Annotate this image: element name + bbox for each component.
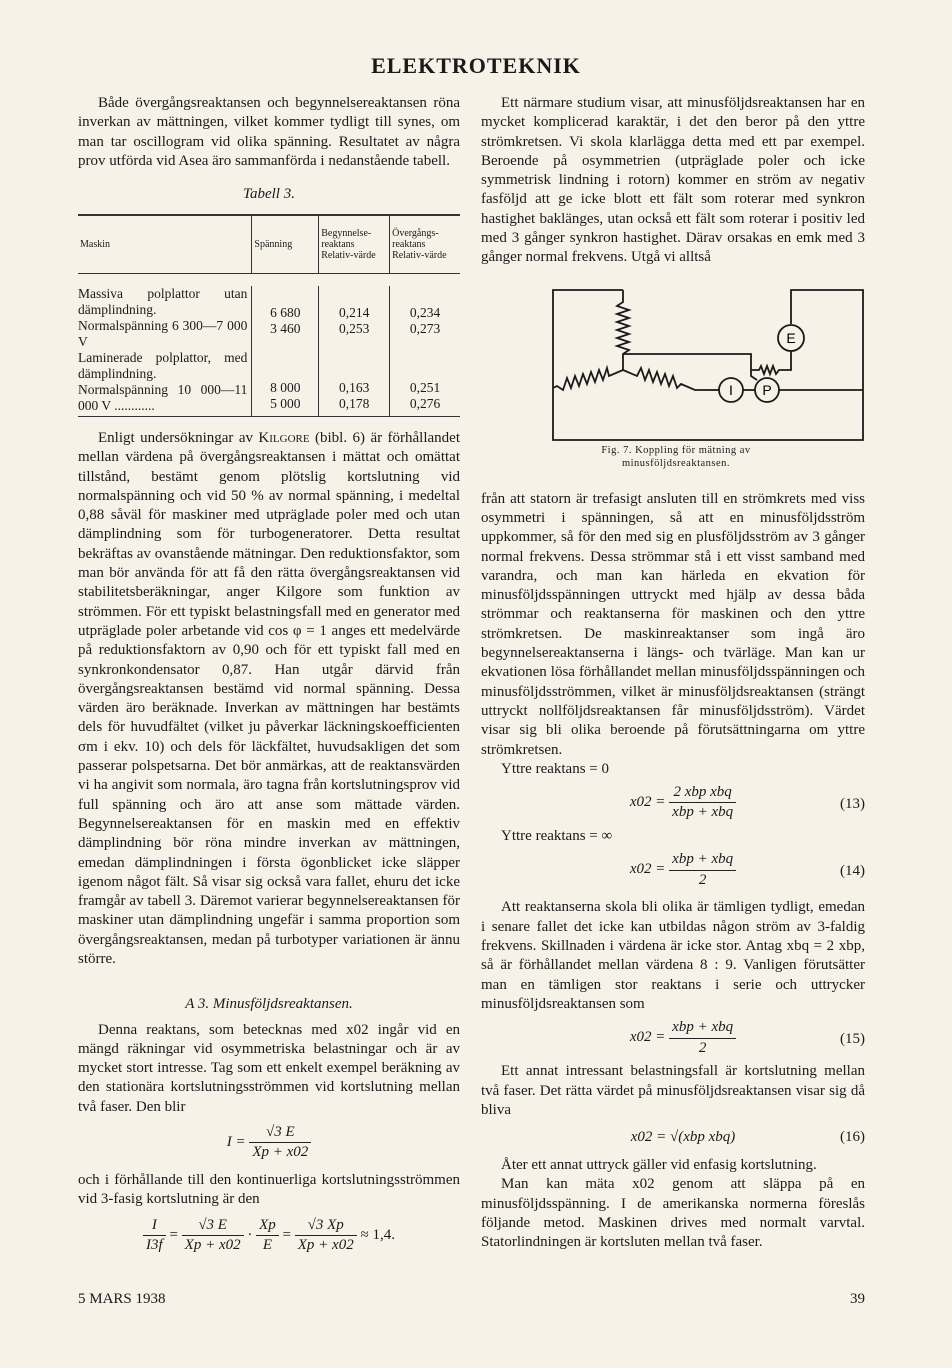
author-name: Kilgore xyxy=(258,429,310,446)
left-paragraph-1: Både övergångsreaktansen och begynnelsereaktansen röna inverkan av mättningen, vilket kommer tydligt till synes, om man tar oscillogram vid olika spänning. Resultatet av några prov utförda vid Asea äro sammanförda i nedanstående tabell. xyxy=(78,95,460,169)
table-3 xyxy=(78,214,460,417)
table-value: 0,163 xyxy=(338,379,370,395)
equation-ratio: $\frac{I}{I3f}$ = $\frac{√3 E}{Xp + x02}$ · $\frac{Xp}{E}$ = $\frac{√3 Xp}{Xp + x02}$ ≈ 1,4. xyxy=(78,1216,460,1260)
eq-numerator: xbp + xbq xyxy=(669,850,736,870)
table-value: 0,253 xyxy=(338,320,370,336)
right-paragraph-5: Åter ett annat uttryck gäller vid enfasig kortslutning. xyxy=(501,1157,817,1174)
figure-caption: Fig. 7. Koppling för mätning av minusföljdsreaktansen. xyxy=(601,444,751,469)
footer-page-number: 39 xyxy=(850,1291,865,1307)
table-cell-maskin: Laminerade polplattor, med dämplindning. Normalspänning 10 000—11 000 V ............ xyxy=(78,349,248,413)
table-value: 0,214 xyxy=(338,304,370,320)
table-value: 0,276 xyxy=(409,395,441,411)
equation-current xyxy=(78,1123,460,1167)
eq-numerator: √3 Xp xyxy=(295,1216,357,1236)
table-cell-begynnelse xyxy=(319,350,390,417)
eq-denominator: I3f xyxy=(146,1236,163,1253)
equation-number: (13) xyxy=(840,796,865,813)
table-value: 0,234 xyxy=(409,304,441,320)
condition-2: Yttre reaktans = ∞ xyxy=(501,828,613,845)
equation-16 xyxy=(481,1124,865,1152)
equation-number: (16) xyxy=(840,1129,865,1146)
eq-denominator: 2 xyxy=(698,871,707,888)
journal-header: ELEKTROTEKNIK xyxy=(371,53,581,78)
eq-denominator: Xp + x02 xyxy=(184,1236,241,1253)
table-value: 8 000 xyxy=(270,379,301,395)
table-value: 3 460 xyxy=(270,320,301,336)
eq-numerator: xbp + xbq xyxy=(669,1018,736,1038)
eq-denominator: Xp + x02 xyxy=(297,1236,354,1253)
right-paragraph-1: Ett närmare studium visar, att minusföljdsreaktansen har en mycket komplicerad karaktär, i det den beror på den yttre strömkretsen. Vi skola klarlägga detta med ett par exempel. Beroende på osymmetrien (utpräglade poler och icke symmetrisk lindning i rotorn) kommer en ström av negativ fasföljd att ge icke blott ett fält som roterar med synkron hastighet baklänges, utan också ett fält som roterar i positiv led med 3 gånger synkron hastighet. Därav orsakas en emk med 3 gånger normal frekvens. Utgå vi alltså xyxy=(481,95,865,266)
equation-number: (15) xyxy=(840,1031,865,1048)
text-run: (bibl. 6) är förhållandet mellan värdena på övergångsreaktansen i mättat och omättat tillstånd, bestämt genom plötslig kortslutning vid normalspänning och vid 50 % av normal spänning, i medeltal 0,88 såväl för maskiner med utpräglade poler med och utan dämplindning som för turbogeneratorer. Detta resultat bekräftas av ovanstående mätningar. Den reduktionsfaktor, som man bör använda för att få den rätta övergångsreaktansen vid stabilitetsberäkningar, anger Kilgore som funktion av strömmen. För ett typiskt belastningsfall med en generator med utpräglade poler arbetande vid cos φ = 1 anges ett medelvärde på reduktionsfaktorn av 0,90 och för ett typiskt fall med en synkronkondensator 0,87. Han utgår därvid från övergångsreaktansen bestämd vid normal spänning. Dessa värden äro beräknade. Inverkan av mättningen har bestämts dels för huvudfältet (vilket ju påverkar läckningskoefficienten σm i ekv. 10) och dels för läckfältet, huvudsakligen det som passerar polspetsarna. Det bör anmärkas, att de reaktansvärden vi ha angivit som normala, äro tagna från kortslutningsprov vid full spänning och äro att anse som mättade värden. Begynnelsereaktansen för en maskin med en effektiv dämplindning bör röna mindre inverkan av mättningen, emedan dämplindningen i första ögonblicket icke släpper igenom något fält. Så visar sig också vara fallet, ehuru det icke framgår av tabell 3. Däremot varierar begynnelsereaktansen för maskiner utan dämplindning ungefär i samma proportion som övergångsreaktansen, medan på turbotyper variationen är ännu större. xyxy=(78,429,460,967)
table-header-spanning: Spänning xyxy=(252,215,319,273)
table-value: 0,251 xyxy=(409,379,441,395)
table-header-overgang: Övergångs-reaktans Relativ-värde xyxy=(390,215,460,273)
eq-numerator: √3 E xyxy=(182,1216,244,1236)
section-heading: A 3. Minusföljdsreaktansen. xyxy=(185,996,353,1013)
eq-numerator: √3 E xyxy=(249,1123,311,1143)
table-value: 0,273 xyxy=(409,320,441,336)
table-row xyxy=(78,350,460,417)
table-header-maskin: Maskin xyxy=(80,239,110,251)
table-cell-overgang xyxy=(390,350,460,417)
table-value: 6 680 xyxy=(270,304,301,320)
figure-7 xyxy=(481,280,865,470)
eq-lhs: I = xyxy=(226,1134,246,1151)
equation-15 xyxy=(481,1018,865,1058)
right-column xyxy=(481,94,865,1253)
table-cell-spanning xyxy=(252,286,319,350)
table-cell-overgang xyxy=(390,286,460,350)
meter-p-label: P xyxy=(762,381,772,398)
eq-denominator: E xyxy=(262,1236,273,1253)
condition-1: Yttre reaktans = 0 xyxy=(501,760,610,777)
right-paragraph-4: Ett annat intressant belastningsfall är kortslutning mellan två faser. Det rätta värdet på minusföljdsreaktansen visar sig då bliva xyxy=(481,1063,865,1118)
right-paragraph-3: Att reaktanserna skola bli olika är tämligen tydligt, emedan i senare fallet det icke kan utbildas någon ström av 3-faldig frekvens. Skillnaden i värdena är icke stor. Antag xbq = 2 xbp, så är förhållandet mellan värdena 8 : 9. Vanligen förutsätter man en tämligen stor reaktans i serie och uttrycker minusföljdsreaktansen som xyxy=(481,899,865,1012)
eq-fraction xyxy=(669,850,736,890)
eq-fraction xyxy=(143,1216,166,1256)
left-paragraph-3: Denna reaktans, som betecknas med x02 ingår vid en mängd räkningar vid osymmetriska belastningar och är av mycket stort intresse. Tag som ett enkelt exempel beräkning av den stationära kortslutningsströmmen vid kortslutning mellan två faser. Den blir xyxy=(78,1021,460,1115)
circuit-diagram xyxy=(481,280,865,455)
eq-fraction xyxy=(669,783,736,823)
eq-fraction xyxy=(256,1216,279,1256)
eq-lhs: x02 = xyxy=(629,861,666,878)
eq-numerator: 2 xbp xbq xyxy=(669,783,736,803)
text-run: Enligt undersökningar av xyxy=(98,429,259,446)
table-caption: Tabell 3. xyxy=(243,186,295,203)
table-row xyxy=(78,286,460,350)
equation-14 xyxy=(481,850,865,890)
eq-denominator: 2 xyxy=(698,1039,707,1056)
eq-lhs: x02 = xyxy=(629,1029,666,1046)
footer-date: 5 MARS 1938 xyxy=(78,1291,166,1307)
eq-expression: x02 = √(xbp xbq) xyxy=(630,1129,736,1146)
left-paragraph-2 xyxy=(78,429,460,969)
meter-e-label: E xyxy=(786,329,796,346)
table-cell-begynnelse xyxy=(319,286,390,350)
left-column xyxy=(78,94,460,1264)
eq-denominator: Xp + x02 xyxy=(252,1144,309,1161)
table-header-begynnelse: Begynnelse-reaktans Relativ-värde xyxy=(319,215,390,273)
eq-tail: ≈ 1,4. xyxy=(360,1226,395,1243)
equation-number: (14) xyxy=(840,863,865,880)
right-paragraph-6: Man kan mäta x02 genom att släppa på en minusföljdsspänning. I de amerikanska normerna föreslås följande metod. Maskinen drives med normalt varvtal. Statorlindningen är kortsluten mellan två faser. xyxy=(481,1176,865,1251)
eq-fraction xyxy=(295,1216,357,1256)
eq-fraction xyxy=(182,1216,244,1256)
eq-numerator: I xyxy=(143,1216,166,1236)
eq-fraction xyxy=(669,1018,736,1058)
eq-fraction xyxy=(249,1123,311,1163)
table-cell-spanning xyxy=(252,350,319,417)
eq-denominator: xbp + xbq xyxy=(672,804,734,821)
meter-i-label: I xyxy=(729,381,733,398)
right-paragraph-2: från att statorn är trefasigt ansluten till en strömkrets med viss osymmetri i spänningen, så att en minusföljdsström uppkommer, så för den med sig en plusföljdsström av 3 gånger normal frekvens. Dessa strömmar stå i ett visst samband med varandra, och man kan härleda en ekvation för minusföljdsspänningen uttryckt med hjälp av dessa båda strömmar och reaktanserna för maskinen och den yttre strömkretsen. De maskinreaktanser som ingå äro begynnelsereaktanserna i längs- och tvärläge. Man kan ur ekvationen lösa förhållandet mellan minusföljdsspänningen och minusföljdsströmmen, vilket är minusföljdsreaktansen (strängt uttryckt nollföljdsreaktansen får minusföljdsström). Värdet visar sig bli olika beroende på förutsättningarna om yttre strömkretsen. xyxy=(481,490,865,758)
left-paragraph-4: och i förhållande till den kontinuerliga kortslutningsströmmen vid 3-fasig kortslutning är den xyxy=(78,1172,460,1208)
eq-lhs: x02 = xyxy=(629,794,666,811)
table-value: 0,178 xyxy=(338,395,370,411)
table-value: 5 000 xyxy=(270,395,301,411)
equation-13 xyxy=(481,783,865,823)
eq-numerator: Xp xyxy=(256,1216,279,1236)
table-cell-maskin: Massiva polplattor utan dämplindning. Normalspänning 6 300—7 000 V xyxy=(78,285,248,349)
